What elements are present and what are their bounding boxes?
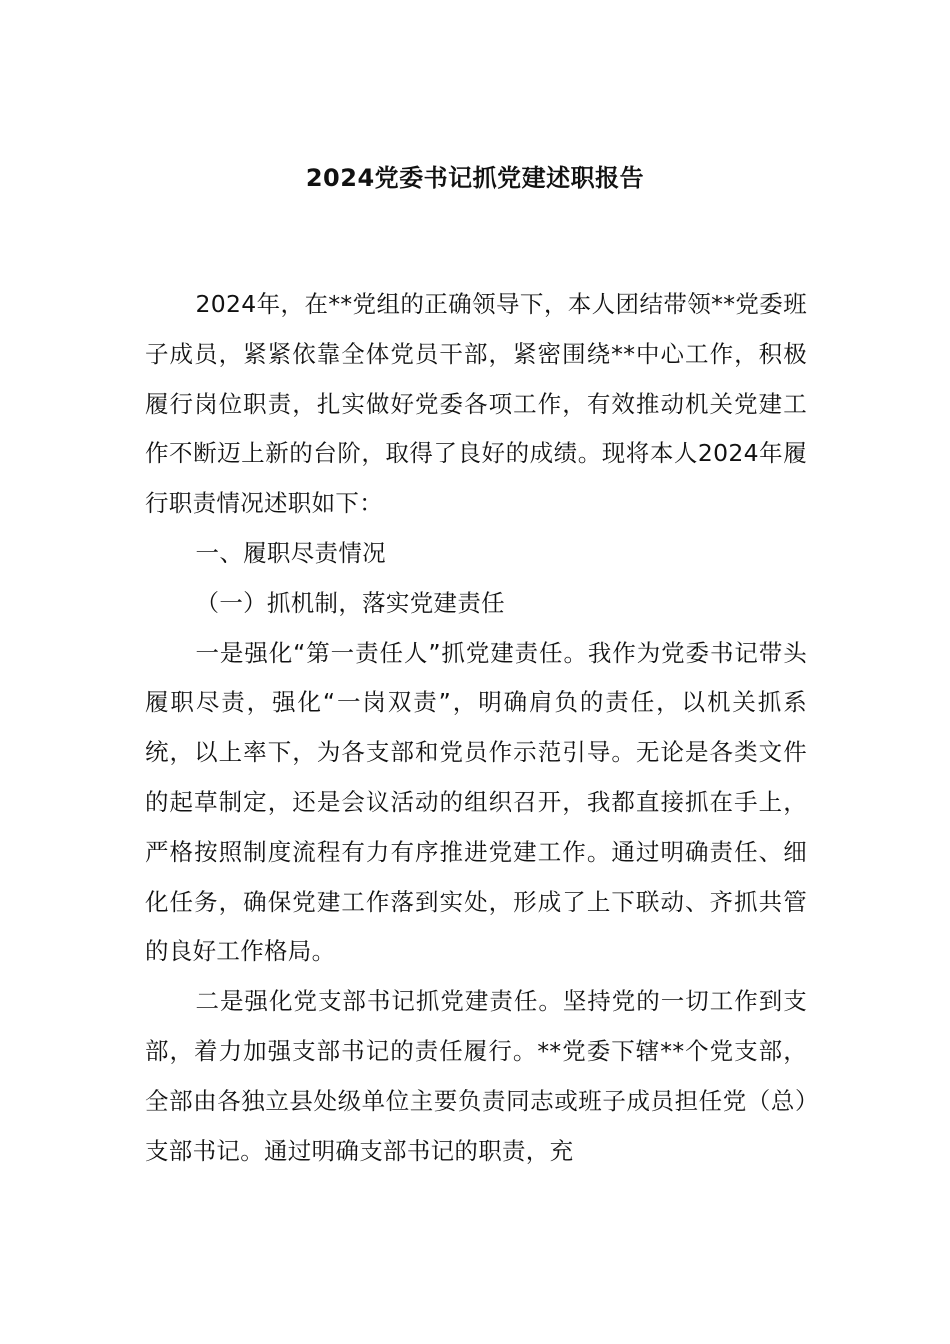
body-paragraph-branch-secretary: 二是强化党支部书记抓党建责任。坚持党的一切工作到支部，着力加强支部书记的责任履行。**党委下辖**个党支部，全部由各独立县处级单位主要负责同志或班子成员担任党（总）支部书记。通过明确支部书记的职责，充: [145, 987, 807, 1165]
section-heading-performance: 一、履职尽责情况: [195, 538, 386, 567]
subsection-heading-mechanism: （一）抓机制，落实党建责任: [195, 588, 505, 617]
document-title: 2024党委书记抓党建述职报告: [305, 164, 645, 192]
document-body: [145, 280, 807, 1176]
body-paragraph-first-responsibility: 一是强化“第一责任人”抓党建责任。我作为党委书记带头履职尽责，强化“一岗双责”，明确肩负的责任，以机关抓系统，以上率下，为各支部和党员作示范引导。无论是各类文件的起草制定，还是会议活动的组织召开，我都直接抓在手上，严格按照制度流程有力有序推进党建工作。通过明确责任、细化任务，确保党建工作落到实处，形成了上下联动、齐抓共管的良好工作格局。: [145, 638, 807, 966]
body-paragraph-intro: 2024年，在**党组的正确领导下，本人团结带领**党委班子成员，紧紧依靠全体党员干部，紧密围绕**中心工作，积极履行岗位职责，扎实做好党委各项工作，有效推动机关党建工作不断迈上新的台阶，取得了良好的成绩。现将本人2024年履行职责情况述职如下：: [145, 290, 807, 518]
